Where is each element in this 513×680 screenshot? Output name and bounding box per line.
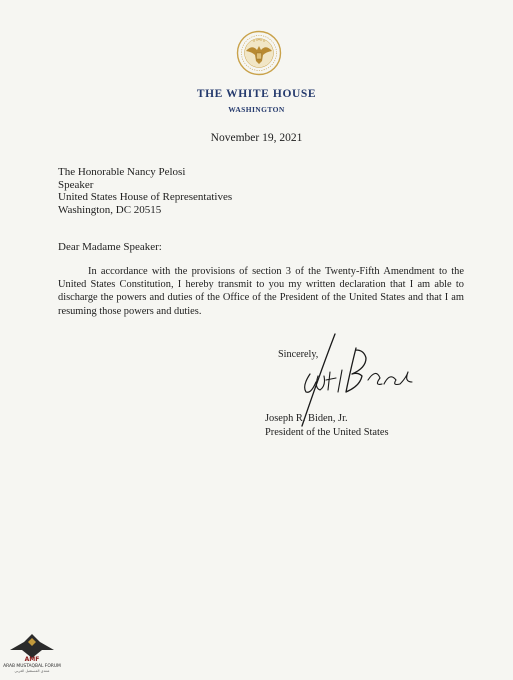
- letter-date: November 19, 2021: [210, 132, 303, 144]
- signer-title: President of the United States: [265, 426, 389, 438]
- signer-name: Joseph R. Biden, Jr.: [265, 413, 348, 424]
- recipient-address-block: [58, 166, 232, 216]
- recipient-address: Washington, DC 20515: [58, 203, 162, 216]
- letter-body-text: In accordance with the provisions of section 3 of the Twenty-Fifth Amendment to the United States Constitution, I hereby transmit to you my written declaration that I am able to discharge the powers and duties of the Office of the President of the United States and that I am resuming those powers and duties.: [58, 266, 464, 317]
- letter-body: [58, 265, 464, 318]
- watermark-tagline: منتدى المستقبل العربي: [14, 669, 50, 673]
- recipient-title: Speaker: [58, 178, 94, 191]
- closing: Sincerely,: [278, 349, 319, 360]
- letterhead-subtitle: WASHINGTON: [228, 105, 285, 114]
- salutation: Dear Madame Speaker:: [58, 241, 162, 253]
- recipient-name: The Honorable Nancy Pelosi: [58, 166, 186, 178]
- watermark-brand: ARAB MUSTAQBAL FORUM: [3, 664, 61, 669]
- watermark-text: [2, 664, 62, 674]
- recipient-organization: United States House of Representatives: [58, 191, 233, 204]
- svg-text:AMF: AMF: [24, 656, 40, 663]
- letterhead-title: THE WHITE HOUSE: [196, 88, 317, 100]
- presidential-seal-icon: [236, 30, 282, 76]
- signer-block: [265, 412, 389, 439]
